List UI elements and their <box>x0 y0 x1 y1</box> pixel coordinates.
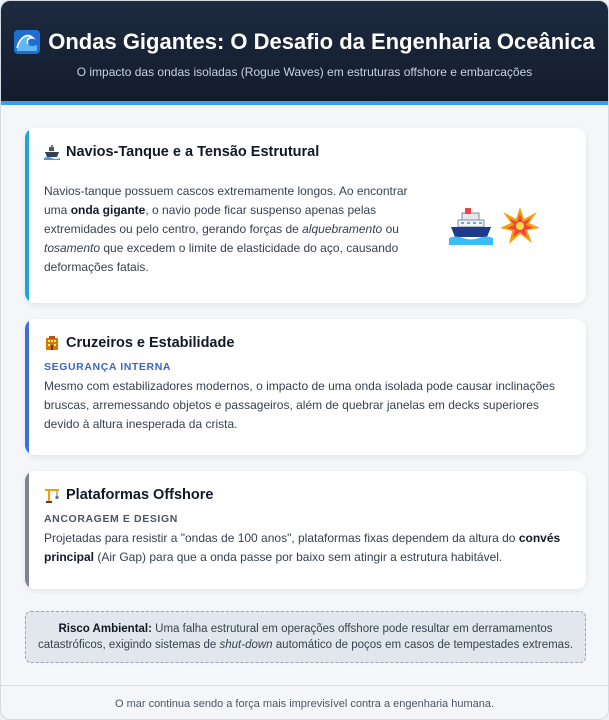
risk-label: Risco Ambiental: <box>58 623 152 635</box>
card-body <box>44 182 414 277</box>
card-title-text: Cruzeiros e Estabilidade <box>66 335 235 351</box>
card-offshore-platforms <box>25 471 586 589</box>
ship-icon <box>44 144 60 160</box>
body-text-segment: ou <box>382 222 399 236</box>
card-tankers <box>25 128 586 303</box>
risk-text-segment: Uma falha estrutural em operações offshore pode resultar em derramamentos catastróficos, exigindo sistemas de <box>37 623 553 651</box>
card-title <box>44 144 564 160</box>
body-text-segment: que excedem o limite de elasticidade do aço, causando deformações fatais. <box>44 241 399 274</box>
card-body <box>44 529 564 567</box>
card-accent-bar <box>25 471 29 589</box>
risk-text-italic: shut-down <box>219 639 273 651</box>
wave-icon <box>14 30 40 54</box>
card-tag: ANCORAGEM E DESIGN <box>44 513 178 525</box>
footer-text: O mar continua sendo a força mais imprevisível contra a engenharia humana. <box>114 698 495 710</box>
card-tag: SEGURANÇA INTERNA <box>44 361 172 373</box>
body-text-segment: , o navio pode ficar suspenso apenas pelas extremidades ou pelo centro, gerando forças de <box>44 203 377 236</box>
card-accent-bar <box>25 319 29 455</box>
risk-text-segment: automático de poços em casos de tempestades extremas. <box>272 639 574 651</box>
body-text-bold: convés principal <box>44 531 561 564</box>
ship-icon <box>449 207 493 250</box>
body-text-segment: Projetadas para resistir a "ondas de 100 anos", plataformas fixas dependem da altura do <box>44 531 519 545</box>
card-illustration <box>449 206 541 251</box>
card-title-text: Navios-Tanque e a Tensão Estrutural <box>66 144 320 160</box>
page-title-text: Ondas Gigantes: O Desafio da Engenharia Oceânica <box>48 29 595 54</box>
body-text-italic: tosamento <box>44 241 101 255</box>
crane-icon <box>44 487 60 503</box>
footer <box>1 685 608 719</box>
card-accent-bar <box>25 128 29 303</box>
body-text-bold: onda gigante <box>70 203 146 217</box>
card-title-text: Plataformas Offshore <box>66 487 214 503</box>
page-title <box>1 29 608 55</box>
header <box>1 1 608 105</box>
risk-callout <box>25 611 586 663</box>
card-cruises <box>25 319 586 455</box>
page-subtitle: O impacto das ondas isoladas (Rogue Waves) em estruturas offshore e embarcações <box>76 65 533 79</box>
card-body: Mesmo com estabilizadores modernos, o impacto de uma onda isolada pode causar inclinações bruscas, arremessando objetos e passageiros, além de quebrar janelas em decks superiores devido à altura inesperada da crista. <box>44 379 555 431</box>
hotel-icon <box>44 335 60 351</box>
collision-icon <box>499 206 541 251</box>
card-title <box>44 487 564 503</box>
card-title <box>44 335 564 351</box>
body-text-segment: (Air Gap) para que a onda passe por baixo sem atingir a estrutura habitável. <box>94 550 503 564</box>
body-text-italic: alquebramento <box>302 222 383 236</box>
body-text-segment: Navios-tanque possuem cascos extremamente longos. Ao encontrar uma <box>44 184 408 217</box>
